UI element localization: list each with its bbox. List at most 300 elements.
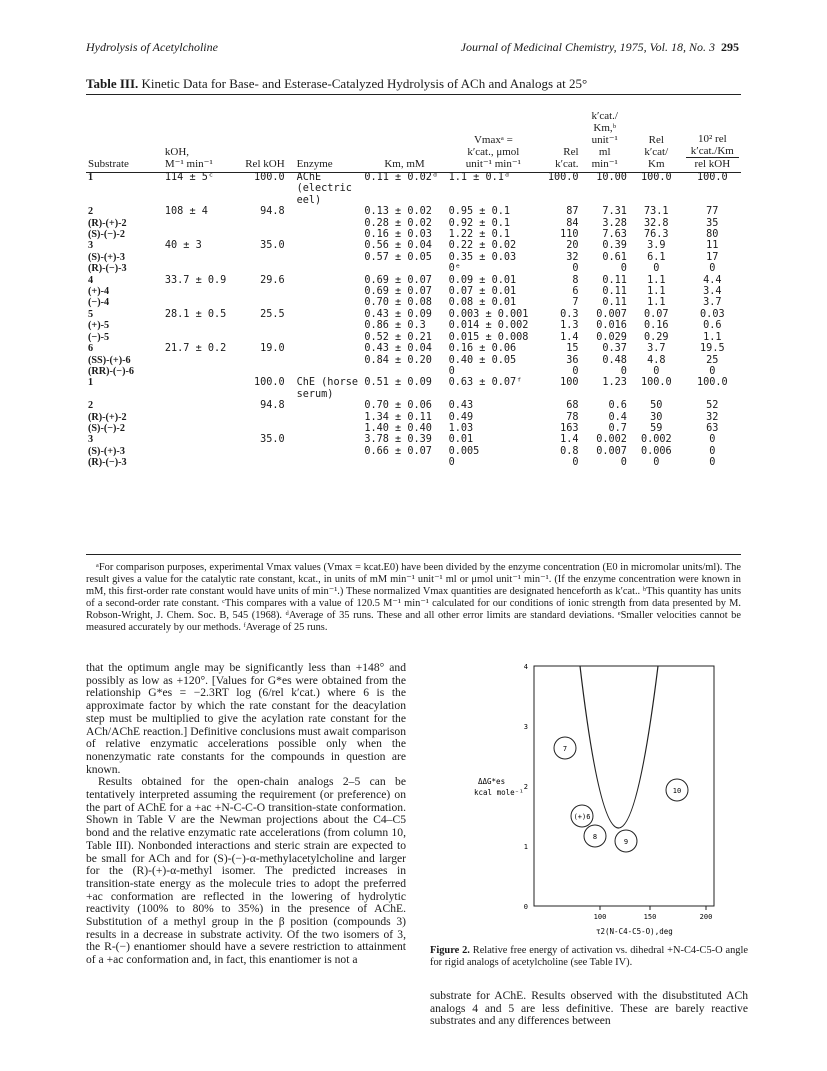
running-head-title: Hydrolysis of Acetylcholine xyxy=(86,40,218,54)
cell-kcat-km: 0 xyxy=(620,263,627,275)
cell-enzyme xyxy=(287,400,363,411)
col-vmax-l3: unit⁻¹ min⁻¹ xyxy=(465,158,521,170)
y-axis-label-1: ΔΔG*es xyxy=(478,777,506,786)
cell-koh xyxy=(163,286,235,297)
table-row xyxy=(86,309,741,320)
cell-vmax: 0 xyxy=(448,457,455,469)
cell-kcat-km: 0.48 xyxy=(602,354,627,366)
cell-substrate: (S)-(+)-3 xyxy=(88,251,125,263)
cell-rel-kcat: 0 xyxy=(572,263,579,275)
cell-ten-rel: 3.7 xyxy=(703,297,722,309)
cell-substrate: 2 xyxy=(88,400,94,412)
cell-rel-koh xyxy=(235,332,287,343)
col-ratio-l4: ml xyxy=(598,146,611,158)
table-row xyxy=(86,457,741,468)
table-row xyxy=(86,286,741,297)
cell-ten-rel: 52 xyxy=(706,400,719,412)
cell-rel-kcat-km: 1.1 xyxy=(647,286,666,298)
cell-substrate: (R)-(−)-3 xyxy=(88,457,127,469)
cell-koh xyxy=(163,400,235,411)
cell-koh xyxy=(163,218,235,229)
table-row xyxy=(86,320,741,331)
table-row xyxy=(86,377,741,400)
cell-rel-kcat-km: 73.1 xyxy=(644,206,669,218)
cell-koh: 114 ± 5ᶜ xyxy=(164,172,214,183)
cell-rel-kcat-km: 0 xyxy=(653,365,660,377)
cell-rel-kcat: 100 xyxy=(560,377,579,389)
cell-rel-koh xyxy=(235,423,287,434)
cell-rel-kcat-km: 1.1 xyxy=(647,297,666,309)
kinetic-data-table xyxy=(86,96,741,469)
cell-rel-kcat-km: 32.8 xyxy=(644,217,669,229)
col-relkcat-l1: Rel xyxy=(563,146,579,158)
cell-koh xyxy=(163,423,235,434)
cell-km: 0.69 ± 0.07 xyxy=(364,286,432,298)
y-tick-label: 4 xyxy=(523,663,528,671)
cell-km: 1.40 ± 0.40 xyxy=(364,422,432,434)
data-point-label: (+)6 xyxy=(573,813,591,821)
col-ratio-l2: Km,ᵇ xyxy=(593,122,617,134)
cell-kcat-km: 0.39 xyxy=(602,240,627,252)
cell-ten-rel: 32 xyxy=(706,411,719,423)
running-head-journal xyxy=(461,40,739,55)
cell-vmax: 0.43 xyxy=(448,400,474,412)
cell-rel-kcat: 100.0 xyxy=(547,172,579,183)
col-vmax-l2: k′cat., μmol xyxy=(467,146,520,158)
table-row xyxy=(86,275,741,286)
cell-rel-kcat: 87 xyxy=(566,206,579,218)
cell-substrate: (−)-4 xyxy=(88,297,110,309)
cell-vmax: 0.07 ± 0.01 xyxy=(448,286,517,298)
cell-enzyme xyxy=(287,206,363,217)
y-tick-label: 0 xyxy=(523,903,528,911)
cell-km: 0.69 ± 0.07 xyxy=(364,274,432,286)
cell-vmax: 0.16 ± 0.06 xyxy=(448,343,517,355)
data-point-label: 8 xyxy=(592,833,598,841)
cell-substrate: (−)-5 xyxy=(88,331,110,343)
cell-kcat-km: 0.37 xyxy=(602,343,627,355)
cell-kcat-km: 0.002 xyxy=(596,434,627,446)
cell-km: 0.57 ± 0.05 xyxy=(364,251,432,263)
cell-kcat-km: 3.28 xyxy=(602,217,627,229)
cell-rel-koh: 25.5 xyxy=(260,308,285,320)
cell-rel-kcat-km: 4.8 xyxy=(647,354,666,366)
cell-substrate: 4 xyxy=(88,274,94,286)
cell-koh: 33.7 ± 0.9 xyxy=(164,274,227,286)
cell-enzyme xyxy=(287,457,363,468)
cell-vmax: 1.1 ± 0.1ᵈ xyxy=(448,172,510,183)
col-koh xyxy=(163,96,235,172)
x-axis-label: τ2(N-C4-C5-O),deg xyxy=(596,927,673,936)
cell-substrate: (+)-4 xyxy=(88,286,110,298)
body-paragraph: Results obtained for the open-chain analogs 2–5 can be tentatively interpreted assuming the requirement (or preference) on the part of AChE for a +ac +N-C-C-O transition-state conformation. Shown in Table V are the Newman projections about the C4–C5 bond and the relative enzymatic rate accelerations (from column 10, Table III). Nonbonded interactions and steric strain are expected to be small for ACh and for (S)-(−)-α-methylacetylcholine and larger for the (R)-(+)-α-methyl isomer. The predicted increases in transition-state energy as the molecule tries to adopt the preferred +ac conformation are reflected in the lowering of hydrolytic reactivity (100% to 80% to 35%) in the presence of AChE. Substitution of a methyl group in the β position (compounds 3) results in a decrease in substrate activity. Of the two isomers of 3, the R-(−) enantiomer should have a severe restriction to attainment of a +ac conformation and, in fact, this enantiomer is not a xyxy=(86,775,406,967)
cell-ten-rel: 0.03 xyxy=(700,308,725,320)
table-row xyxy=(86,332,741,343)
cell-substrate: 3 xyxy=(88,434,94,446)
col-koh-unit: M⁻¹ min⁻¹ xyxy=(164,158,213,170)
cell-km xyxy=(362,263,446,274)
cell-rel-kcat: 1.4 xyxy=(560,331,579,343)
table-row xyxy=(86,446,741,457)
cell-enzyme xyxy=(287,446,363,457)
col-rel-kcat-km xyxy=(629,96,684,172)
cell-km: 0.28 ± 0.02 xyxy=(364,217,432,229)
cell-enzyme: AChE (electric eel) xyxy=(296,172,352,206)
y-axis-ticks xyxy=(524,663,528,911)
cell-rel-koh xyxy=(235,320,287,331)
cell-rel-kcat: 32 xyxy=(566,251,579,263)
cell-koh xyxy=(163,457,235,468)
cell-km: 0.70 ± 0.08 xyxy=(364,297,432,309)
cell-koh xyxy=(163,320,235,331)
cell-enzyme xyxy=(287,275,363,286)
cell-enzyme xyxy=(287,263,363,274)
cell-vmax: 1.22 ± 0.1 xyxy=(448,229,510,241)
cell-ten-rel: 0 xyxy=(709,365,716,377)
table-row xyxy=(86,263,741,274)
cell-koh: 40 ± 3 xyxy=(164,240,202,252)
cell-vmax: 0 xyxy=(448,365,455,377)
cell-rel-kcat: 84 xyxy=(566,217,579,229)
cell-rel-koh: 19.0 xyxy=(260,343,285,355)
cell-substrate: (R)-(+)-2 xyxy=(88,411,127,423)
cell-ten-rel: 11 xyxy=(706,240,719,252)
table-row xyxy=(86,434,741,445)
cell-rel-kcat: 163 xyxy=(560,422,579,434)
cell-ten-rel: 0 xyxy=(709,434,716,446)
cell-rel-kcat-km: 0 xyxy=(653,263,660,275)
cell-enzyme xyxy=(287,332,363,343)
cell-kcat-km: 0 xyxy=(620,457,627,469)
table-body xyxy=(86,172,741,469)
figure-caption xyxy=(430,945,748,969)
cell-vmax: 0.005 xyxy=(448,445,480,457)
cell-vmax: 0.015 ± 0.008 xyxy=(448,331,529,343)
cell-vmax: 0.63 ± 0.07ᶠ xyxy=(448,377,523,389)
table-row xyxy=(86,218,741,229)
data-point-label: 9 xyxy=(623,838,629,846)
col-ten-rel xyxy=(684,96,741,172)
cell-km: 1.34 ± 0.11 xyxy=(364,411,432,423)
page-number: 295 xyxy=(721,40,739,54)
table-footnotes: ᵃFor comparison purposes, experimental Vmax values (Vmax = kcat.E0) have been divided by the enzyme concentration (E0 in micromolar units/ml). The result gives a value for the catalytic rate constant, kcat., in units of mM min⁻¹ unit⁻¹ ml or μmol unit⁻¹ min⁻¹. (If the enzyme concentration were known in mM, this first-order rate constant would have units of min⁻¹.) These normalized Vmax quantities are designated henceforth as k′cat.. ᵇThis quantity has units of a second-order rate constant. ᶜThis compares with a value of 120.5 M⁻¹ min⁻¹ calculated for our conditions of ionic strength from data presented by M. Robson-Wright, J. Chem. Soc. B, 545 (1968). ᵈAverage of 35 runs. These and all other error limits are standard deviations. ᵉSmaller velocities cannot be measured accurately by our methods. ᶠAverage of 25 runs. xyxy=(86,562,741,633)
cell-kcat-km: 10.00 xyxy=(596,172,627,183)
cell-kcat-km: 0.11 xyxy=(602,297,627,309)
cell-enzyme xyxy=(287,343,363,354)
cell-enzyme xyxy=(287,286,363,297)
x-axis-ticks xyxy=(594,906,713,921)
table-row xyxy=(86,355,741,366)
cell-rel-kcat-km: 0 xyxy=(653,457,660,469)
cell-rel-koh: 35.0 xyxy=(260,240,285,252)
cell-kcat-km: 7.31 xyxy=(602,206,627,218)
cell-rel-kcat: 0.3 xyxy=(560,308,579,320)
cell-rel-kcat-km: 59 xyxy=(650,422,663,434)
table-row xyxy=(86,366,741,377)
figure-caption-text: Relative free energy of activation vs. dihedral +N-C4-C5-O angle for rigid analogs of acetylcholine (see Table IV). xyxy=(430,945,748,968)
cell-km xyxy=(362,457,446,468)
cell-koh: 108 ± 4 xyxy=(164,206,208,218)
cell-rel-koh xyxy=(235,446,287,457)
cell-ten-rel: 35 xyxy=(706,217,719,229)
cell-rel-kcat-km: 100.0 xyxy=(640,377,672,389)
cell-koh: 21.7 ± 0.2 xyxy=(164,343,227,355)
col-ten-l1: 10² rel xyxy=(697,133,727,145)
cell-vmax: 0.40 ± 0.05 xyxy=(448,354,517,366)
col-km: Km, mM xyxy=(384,158,425,170)
cell-km: 3.78 ± 0.39 xyxy=(364,434,432,446)
cell-substrate: (R)-(+)-2 xyxy=(88,217,127,229)
col-relratio-l2: k′cat/ xyxy=(644,146,669,158)
cell-enzyme xyxy=(287,320,363,331)
cell-koh xyxy=(163,332,235,343)
x-tick-label: 100 xyxy=(593,913,607,921)
cell-vmax: 0.92 ± 0.1 xyxy=(448,217,510,229)
cell-ten-rel: 19.5 xyxy=(700,343,725,355)
cell-substrate: 5 xyxy=(88,308,94,320)
cell-substrate: (SS)-(+)-6 xyxy=(88,354,131,366)
cell-substrate: 6 xyxy=(88,343,94,355)
cell-km: 0.70 ± 0.06 xyxy=(364,400,432,412)
cell-rel-koh xyxy=(235,412,287,423)
cell-ten-rel: 77 xyxy=(706,206,719,218)
cell-vmax: 0ᵉ xyxy=(448,263,461,275)
table-row xyxy=(86,423,741,434)
col-relkcat-l2: k′cat. xyxy=(555,158,579,170)
cell-substrate: (RR)-(−)-6 xyxy=(88,365,134,377)
cell-rel-kcat-km: 3.9 xyxy=(647,240,666,252)
y-axis-label-2: kcal mole⁻¹ xyxy=(474,788,524,797)
journal-citation: Journal of Medicinal Chemistry, 1975, Vol. 18, No. 3 xyxy=(460,40,715,54)
cell-km xyxy=(362,366,446,377)
cell-enzyme xyxy=(287,423,363,434)
table-row xyxy=(86,252,741,263)
cell-kcat-km: 0.6 xyxy=(608,400,627,412)
table-row xyxy=(86,229,741,240)
cell-rel-kcat: 0 xyxy=(572,457,579,469)
cell-koh xyxy=(163,263,235,274)
cell-ten-rel: 17 xyxy=(706,251,719,263)
cell-km: 0.13 ± 0.02 xyxy=(364,206,432,218)
table-row xyxy=(86,172,741,206)
table-row xyxy=(86,412,741,423)
cell-ten-rel: 0.6 xyxy=(703,320,722,332)
cell-kcat-km: 0.007 xyxy=(596,445,627,457)
cell-kcat-km: 7.63 xyxy=(602,229,627,241)
cell-enzyme xyxy=(287,252,363,263)
table-row xyxy=(86,206,741,217)
cell-km: 0.52 ± 0.21 xyxy=(364,331,432,343)
cell-enzyme xyxy=(287,229,363,240)
table-bottom-rule xyxy=(86,554,741,555)
cell-km: 0.84 ± 0.20 xyxy=(364,354,432,366)
x-tick-label: 200 xyxy=(699,913,713,921)
cell-vmax: 0.08 ± 0.01 xyxy=(448,297,517,309)
y-tick-label: 3 xyxy=(523,723,528,731)
cell-vmax: 1.03 xyxy=(448,422,474,434)
cell-enzyme xyxy=(287,297,363,308)
cell-vmax: 0.49 xyxy=(448,411,474,423)
table-top-rule xyxy=(86,94,741,95)
cell-km: 0.43 ± 0.09 xyxy=(364,308,432,320)
cell-vmax: 0.22 ± 0.02 xyxy=(448,240,517,252)
cell-rel-kcat: 110 xyxy=(560,229,579,241)
cell-koh xyxy=(163,355,235,366)
table-row xyxy=(86,343,741,354)
cell-rel-kcat-km: 0.16 xyxy=(644,320,669,332)
data-point-label: 7 xyxy=(562,745,568,753)
cell-substrate: (+)-5 xyxy=(88,320,110,332)
y-tick-label: 1 xyxy=(523,843,528,851)
cell-koh xyxy=(163,252,235,263)
col-relratio-l1: Rel xyxy=(648,134,664,146)
cell-kcat-km: 0.007 xyxy=(596,308,627,320)
cell-ten-rel: 4.4 xyxy=(703,274,722,286)
cell-rel-kcat: 20 xyxy=(566,240,579,252)
cell-km: 0.66 ± 0.07 xyxy=(364,445,432,457)
cell-rel-kcat: 1.4 xyxy=(560,434,579,446)
cell-vmax: 0.09 ± 0.01 xyxy=(448,274,517,286)
cell-enzyme xyxy=(287,309,363,320)
cell-rel-kcat: 8 xyxy=(572,274,579,286)
col-rel-koh: Rel kOH xyxy=(245,158,285,170)
cell-kcat-km: 0.11 xyxy=(602,286,627,298)
cell-km: 0.16 ± 0.03 xyxy=(364,229,432,241)
cell-rel-kcat: 0 xyxy=(572,365,579,377)
cell-rel-koh: 29.6 xyxy=(260,274,285,286)
cell-rel-koh: 94.8 xyxy=(260,206,285,218)
cell-substrate: (S)-(−)-2 xyxy=(88,229,125,241)
cell-ten-rel: 1.1 xyxy=(703,331,722,343)
cell-kcat-km: 0.61 xyxy=(602,251,627,263)
cell-ten-rel: 25 xyxy=(706,354,719,366)
cell-kcat-km: 0.029 xyxy=(596,331,627,343)
cell-enzyme xyxy=(287,366,363,377)
cell-rel-kcat-km: 1.1 xyxy=(647,274,666,286)
cell-substrate: 1 xyxy=(88,172,94,183)
cell-rel-koh xyxy=(235,218,287,229)
cell-kcat-km: 0.016 xyxy=(596,320,627,332)
cell-rel-kcat: 0.8 xyxy=(560,445,579,457)
table-title xyxy=(86,76,587,92)
cell-substrate: (S)-(−)-2 xyxy=(88,422,125,434)
figure-label: Figure 2. xyxy=(430,945,470,956)
cell-vmax: 0.01 xyxy=(448,434,474,446)
cell-substrate: 2 xyxy=(88,206,94,218)
col-vmax xyxy=(447,96,540,172)
cell-rel-kcat-km: 6.1 xyxy=(647,251,666,263)
cell-rel-kcat-km: 0.07 xyxy=(644,308,669,320)
cell-rel-kcat-km: 100.0 xyxy=(640,172,672,183)
col-koh-label: kOH, xyxy=(164,146,190,158)
cell-enzyme: ChE (horse serum) xyxy=(296,377,358,400)
energy-curve xyxy=(580,666,658,828)
cell-rel-kcat: 1.3 xyxy=(560,320,579,332)
cell-ten-rel: 100.0 xyxy=(696,377,728,389)
cell-km: 0.51 ± 0.09 xyxy=(364,377,432,389)
table-row xyxy=(86,400,741,411)
cell-km: 0.56 ± 0.04 xyxy=(364,240,432,252)
cell-rel-kcat: 78 xyxy=(566,411,579,423)
cell-substrate: 3 xyxy=(88,240,94,252)
cell-koh xyxy=(163,434,235,445)
cell-kcat-km: 0.7 xyxy=(608,422,627,434)
cell-rel-koh xyxy=(235,252,287,263)
col-rel-kcat xyxy=(540,96,580,172)
cell-rel-koh xyxy=(235,297,287,308)
cell-substrate: (R)-(−)-3 xyxy=(88,263,127,275)
cell-koh: 28.1 ± 0.5 xyxy=(164,308,227,320)
cell-rel-kcat: 6 xyxy=(572,286,579,298)
cell-ten-rel: 80 xyxy=(706,229,719,241)
cell-rel-koh: 35.0 xyxy=(260,434,285,446)
cell-km: 0.11 ± 0.02ᵈ xyxy=(364,172,438,183)
cell-kcat-km: 0.11 xyxy=(602,274,627,286)
cell-enzyme xyxy=(287,412,363,423)
cell-rel-kcat-km: 50 xyxy=(650,400,663,412)
cell-rel-koh xyxy=(235,229,287,240)
body-paragraph: that the optimum angle may be significantly less than +148° and possibly as low as +120°. [Values for G*es were obtained from the relationship G*es = −2.3RT log (6/rel k′cat.) where 6 is the approximate factor by which the rate constant for the deacylation step must be multiplied to give the acylation rate constant for the ACh/AChE reaction.] Definitive conclusions must await comparison of relative enzymatic accelerations possible only when the nonenzymatic rate constants for the compounds in question are known. xyxy=(86,661,406,776)
cell-rel-koh xyxy=(235,457,287,468)
col-kcat-km xyxy=(581,96,629,172)
cell-substrate: 1 xyxy=(88,377,94,389)
x-tick-label: 150 xyxy=(643,913,657,921)
cell-enzyme xyxy=(287,355,363,366)
cell-enzyme xyxy=(287,218,363,229)
cell-vmax: 0.35 ± 0.03 xyxy=(448,251,517,263)
cell-rel-kcat-km: 0.29 xyxy=(644,331,669,343)
cell-ten-rel: 100.0 xyxy=(696,172,728,183)
cell-koh xyxy=(163,412,235,423)
cell-rel-kcat: 36 xyxy=(566,354,579,366)
cell-kcat-km: 1.23 xyxy=(602,377,627,389)
cell-km: 0.86 ± 0.3 xyxy=(364,320,426,332)
col-ten-l3: rel kOH xyxy=(694,158,731,170)
col-ratio-l1: k′cat./ xyxy=(591,110,618,122)
cell-rel-koh: 100.0 xyxy=(253,172,285,183)
cell-rel-kcat-km: 0.006 xyxy=(640,445,672,457)
body-text-left-column xyxy=(86,662,406,967)
cell-koh xyxy=(163,297,235,308)
cell-ten-rel: 0 xyxy=(709,445,716,457)
cell-koh xyxy=(163,366,235,377)
col-substrate: Substrate xyxy=(88,158,129,170)
cell-vmax: 0.003 ± 0.001 xyxy=(448,308,529,320)
cell-rel-koh xyxy=(235,263,287,274)
cell-rel-kcat: 7 xyxy=(572,297,579,309)
cell-ten-rel: 3.4 xyxy=(703,286,722,298)
cell-enzyme xyxy=(287,240,363,251)
table-row xyxy=(86,297,741,308)
cell-koh xyxy=(163,446,235,457)
data-point-label: 10 xyxy=(672,787,682,795)
figure-2-plot xyxy=(430,660,748,942)
data-points xyxy=(554,737,688,852)
cell-kcat-km: 0 xyxy=(620,365,627,377)
cell-ten-rel: 63 xyxy=(706,422,719,434)
cell-rel-koh xyxy=(235,355,287,366)
cell-rel-kcat-km: 3.7 xyxy=(647,343,666,355)
cell-rel-kcat-km: 0.002 xyxy=(640,434,672,446)
col-ratio-l3: unit⁻¹ xyxy=(591,134,618,146)
cell-rel-koh: 94.8 xyxy=(260,400,285,412)
col-relratio-l3: Km xyxy=(648,158,665,170)
cell-ten-rel: 0 xyxy=(709,457,716,469)
col-enzyme: Enzyme xyxy=(296,158,333,170)
cell-enzyme xyxy=(287,434,363,445)
table-header-row xyxy=(86,96,741,172)
cell-rel-kcat-km: 30 xyxy=(650,411,663,423)
